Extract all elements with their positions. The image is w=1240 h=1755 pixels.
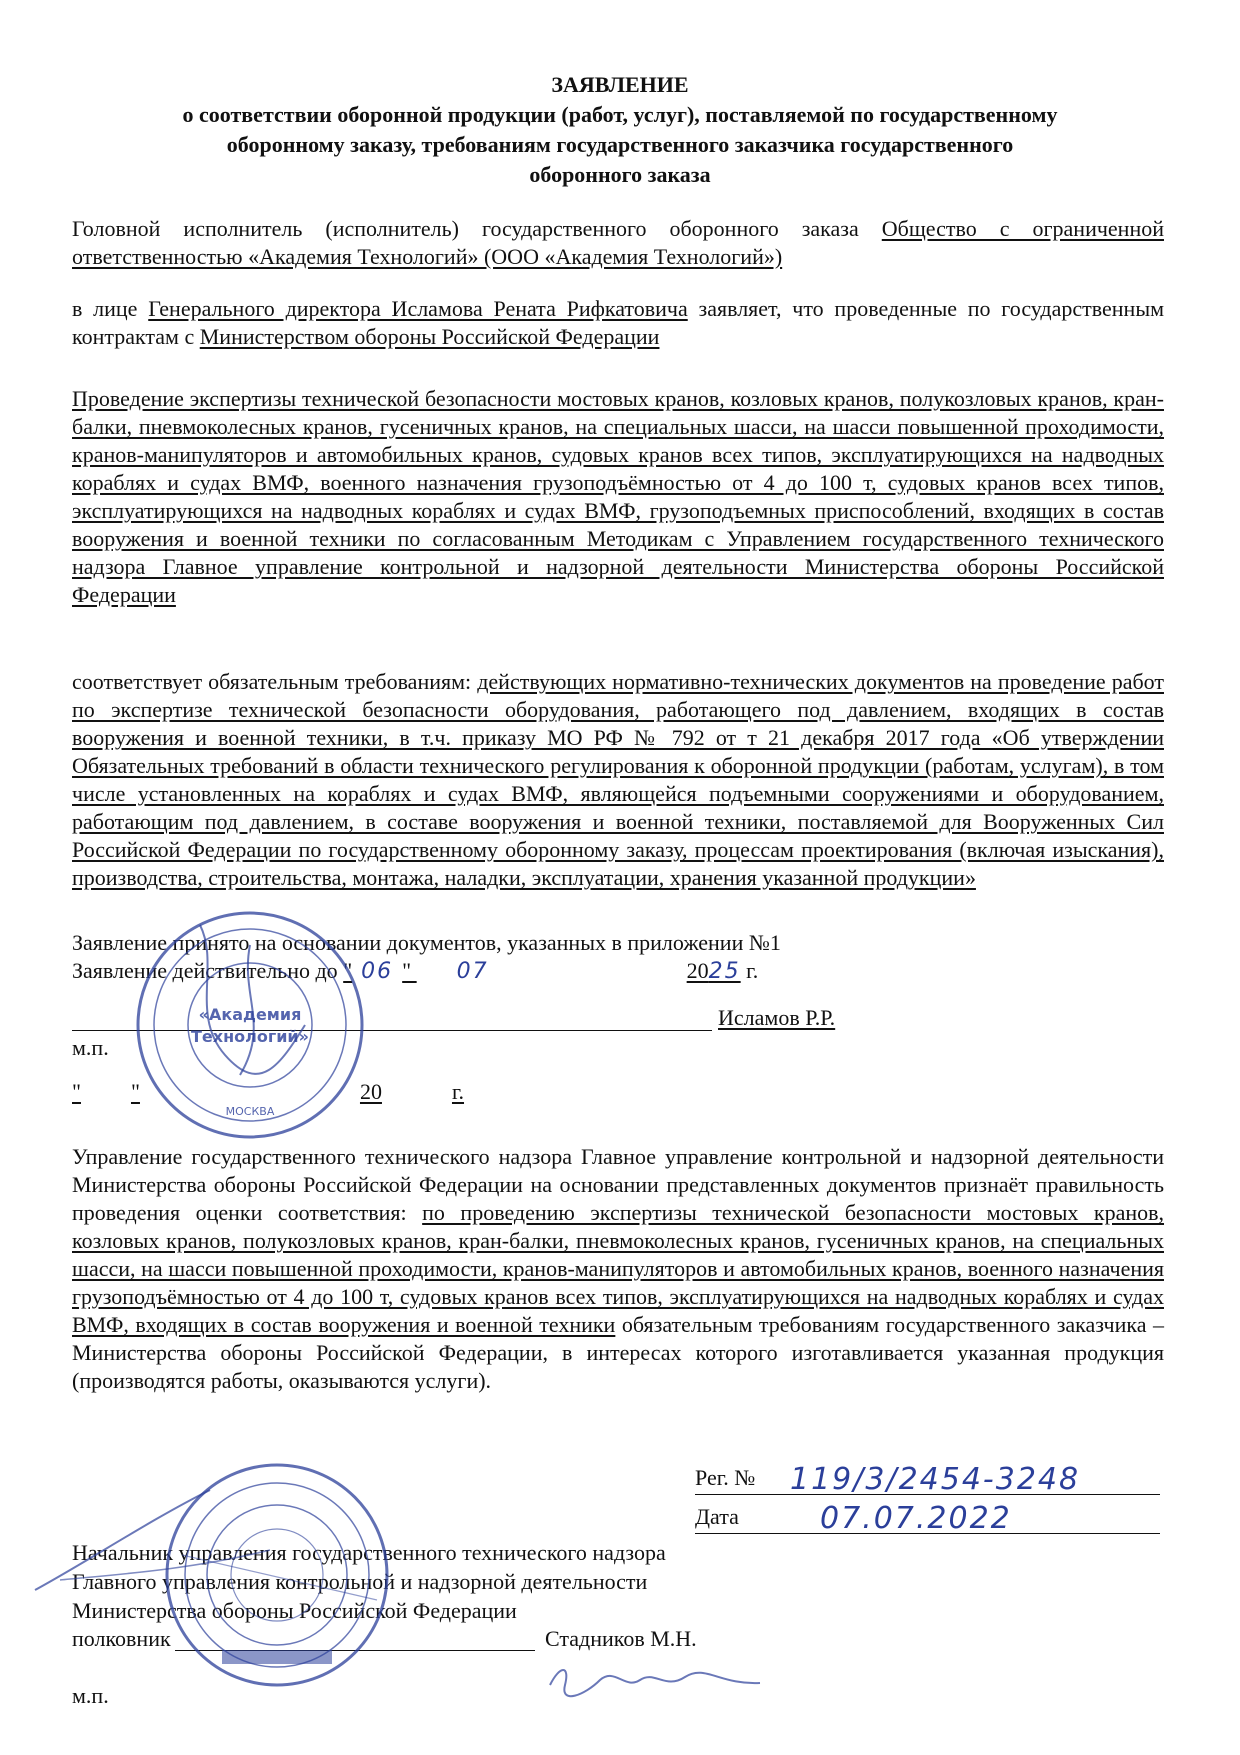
contractor-name: Общество с ограниченной ответственностью «Академия Технологий» (ООО «Академия Технологий») [72,216,1164,269]
stamp-place-1: м.п. [72,1035,109,1060]
company-stamp [130,905,370,1145]
validity-label: Заявление действительно до [72,958,338,983]
representative-middle: заявляет, что проведенные по государственным контрактам с [72,296,1165,349]
approval-text: Управление государственного технического надзора Главное управление контрольной и надзорной деятельности Министерства обороны Российской Федерации на основании представленных документов признаёт правильность проведения оценки соответствия: [72,1144,1164,1225]
stamp-city: МОСКВА [225,1105,275,1118]
blank-date-end: г. [451,1079,465,1104]
approval-scope: по проведению экспертизы технической безопасности мостовых кранов, козловых кранов, полукозловых кранов, кран-балки, пневмоколесных кранов, гусеничных кранов, на специальных шасси, на шасси повышенной проходимости, кранов-манипуляторов и автомобильных кранов, военного назначения грузоподъёмностью от 4 до 100 т, судовых кранов всех типов, эксплуатирующихся на надводных кораблях и судах ВМФ, входящих в состав вооружения и военной техники [72,1200,1165,1337]
contractor-label: Головной исполнитель (исполнитель) государственного оборонного заказа [72,216,859,241]
registration-date-row [695,1495,1160,1534]
customer-name: Министерством обороны Российской Федерации [199,324,660,349]
validity-year-prefix: 20 [686,958,709,983]
works-paragraph [72,385,1164,609]
registration-number-label: Рег. № [695,1465,756,1490]
contractor-paragraph [72,215,1164,271]
registration-number-row [695,1460,1160,1495]
registration-date-label: Дата [695,1504,739,1529]
basis-line: Заявление принято на основании документов, указанных в приложении №1 [72,930,781,955]
chief-rank: полковник [72,1626,171,1651]
chief-title-line-3: Министерства обороны Российской Федерации [72,1598,517,1623]
validity-line: Заявление действительно до " 06 " 07 2025 г. [72,958,759,984]
validity-day: 06 [361,959,394,984]
document-subtitle-line-3: оборонного заказа [529,162,711,187]
compliance-text: действующих нормативно-технических документов на проведение работ по экспертизе технической безопасности оборудования, работающего под давлением, входящих в состав вооружения и военной техники, в т.ч. приказу МО РФ № 792 от т 21 декабря 2017 года «Об утверждении Обязательных требований в области технического регулирования к оборонной продукции (работам, услугам), в том числе установленных на кораблях и судах ВМФ, являющейся подъемными сооружениями и оборудованием, работающим под давлением, в составе вооружения и военной техники, поставляемой для Вооруженных Сил Российской Федерации по государственному оборонному заказу, процессам проектирования (включая изыскания), производства, строительства, монтажа, наладки, эксплуатации, хранения указанной продукции» [72,669,1164,890]
representative-paragraph [72,295,1164,351]
signatory-1-name: Исламов Р.Р. [718,1005,836,1030]
compliance-paragraph [72,668,1164,892]
handwritten-note [545,1655,765,1705]
registration-number-value: 119/3/2454-3248 [790,1462,1081,1497]
stamp-center-line-2: Технологий» [191,1027,309,1046]
chief-title-line-1: Начальник управления государственного технического надзора [72,1540,666,1565]
approval-paragraph [72,1143,1164,1395]
registration-date-value: 07.07.2022 [820,1501,1012,1536]
representative-person: Генерального директора Исламова Рената Рифкатовича [148,296,688,321]
representative-prefix: в лице [72,296,138,321]
document-subtitle-line-1: о соответствии оборонной продукции (работ, услуг), поставляемой по государственному [182,102,1058,127]
chief-title-line-2: Главного управления контрольной и надзорной деятельности [72,1569,648,1594]
validity-month: 07 [456,959,489,984]
works-text: Проведение экспертизы технической безопасности мостовых кранов, козловых кранов, полукозловых кранов, кран-балки, пневмоколесных кранов, гусеничных кранов, на специальных шасси, на шасси повышенной проходимости, кранов-манипуляторов и автомобильных кранов, судовых кранов всех типов, эксплуатирующихся на надводных кораблях и судах ВМФ, военного назначения грузоподъёмностью от 4 до 100 т, судовых кранов всех типов, эксплуатирующихся на надводных кораблях и судах ВМФ, грузоподъемных приспособлений, входящих в состав вооружения и военной техники по согласованным Методикам с Управлением государственного технического надзора Главное управление контрольной и надзорной деятельности Министерства обороны Российской Федерации [72,386,1164,607]
stamp-place-2: м.п. [72,1683,109,1708]
document-header [110,70,1130,190]
registration-block [695,1460,1160,1534]
validity-year-end: г. [746,958,759,983]
stamp-center-line-1: «Академия [198,1005,302,1024]
blank-date-quote-open: " [72,1079,81,1104]
document-subtitle-line-2: оборонному заказу, требованиям государственного заказчика государственного [226,132,1014,157]
validity-year-suffix: 25 [708,959,741,984]
blank-date-year: 20 [359,1079,382,1104]
blank-date-quote-close: " [130,1079,140,1104]
chief-signature-stroke [30,1480,290,1600]
document-title: ЗАЯВЛЕНИЕ [551,72,689,97]
approval-tail: обязательным требованиям государственного заказчика – Министерства обороны Российской Федерации, в интересах которого изготавливается указанная продукция (производятся работы, оказываются услуги). [72,1312,1165,1393]
compliance-prefix: соответствует обязательным требованиям: [72,669,472,694]
chief-name: Стадников М.Н. [545,1626,697,1651]
